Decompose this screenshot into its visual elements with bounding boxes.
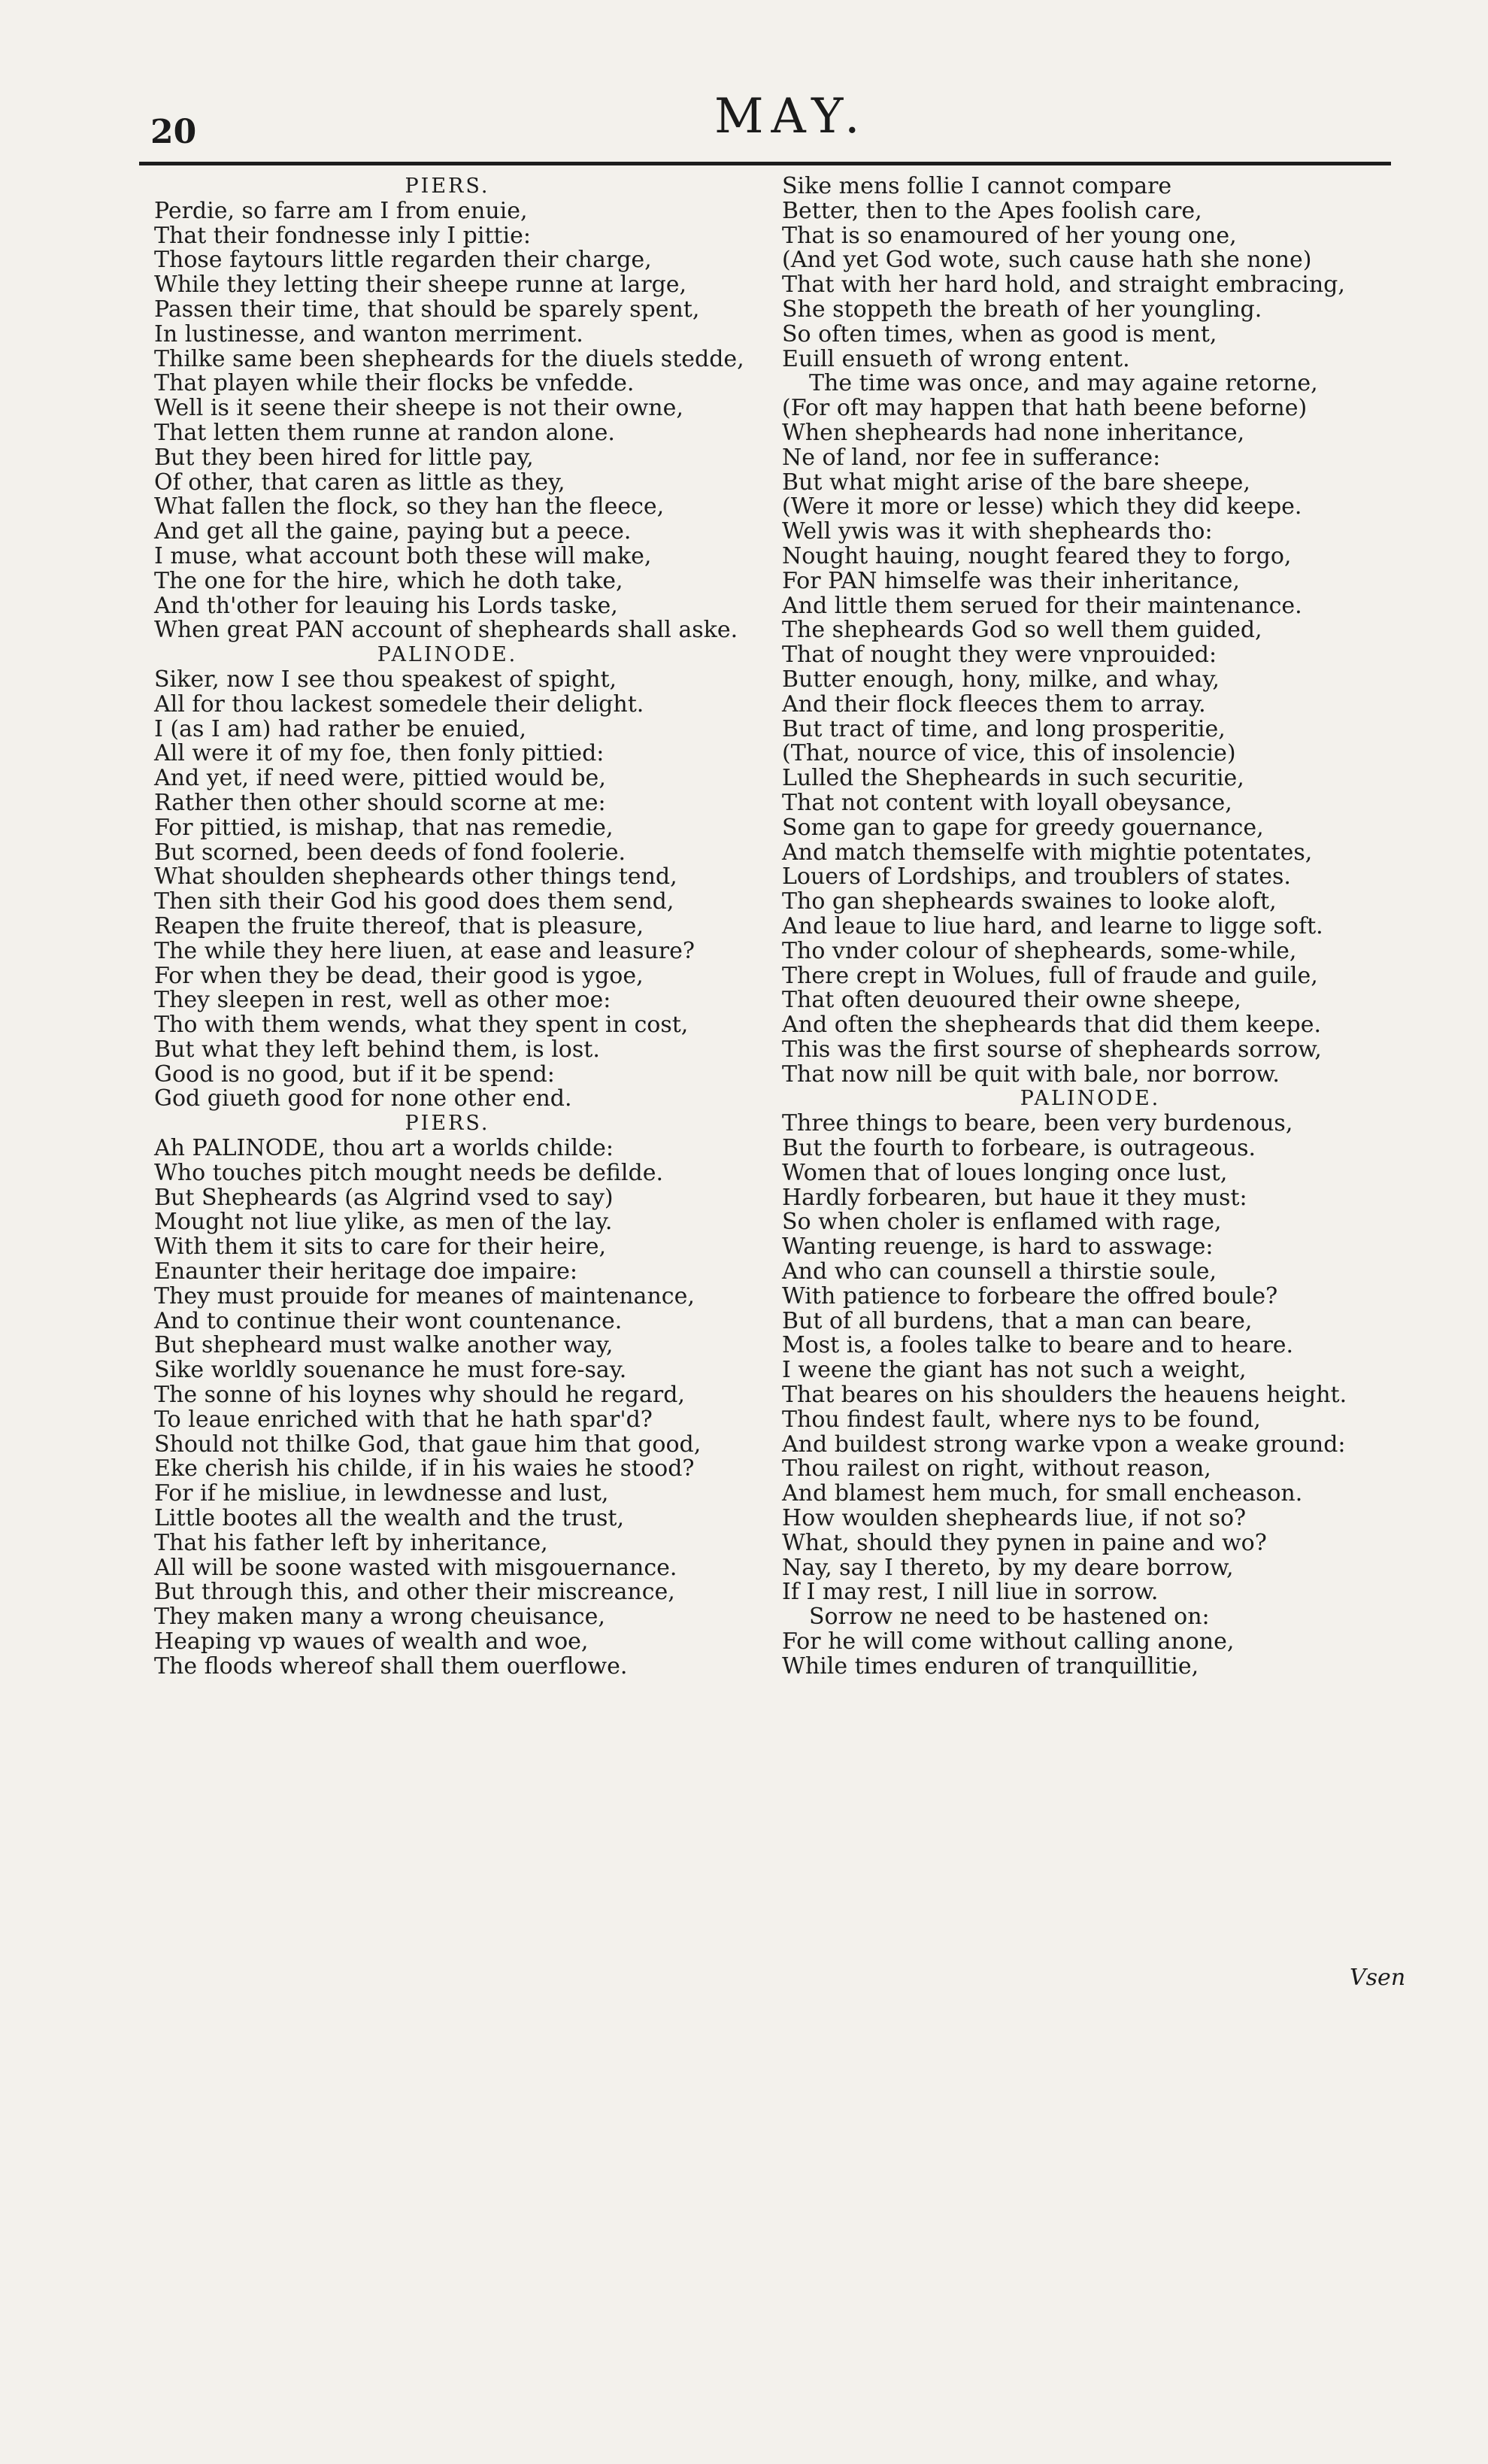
- verse-line: Rather then other should scorne at me:: [154, 789, 606, 816]
- verse-line: Little bootes all the wealth and the trust,: [154, 1505, 625, 1532]
- verse-line: And often the shepheards that did them keepe.: [782, 1012, 1322, 1039]
- verse-line: To leaue enriched with that he hath spar'd?: [154, 1406, 653, 1433]
- verse-line: What, should they pynen in paine and wo?: [782, 1529, 1267, 1556]
- verse-line: All were it of my foe, then fonly pittied:: [154, 740, 605, 767]
- verse-line: That not content with loyall obeysance,: [782, 789, 1232, 816]
- speaker-heading: PALINODE.: [1020, 1087, 1161, 1111]
- verse-line: Thou railest on right, without reason,: [782, 1455, 1211, 1482]
- verse-line: Sorrow ne need to be hastened on:: [809, 1604, 1210, 1631]
- verse-line: The floods whereof shall them ouerflowe.: [154, 1652, 628, 1680]
- verse-line: But through this, and other their miscreance,: [154, 1579, 675, 1606]
- verse-line: That his father left by inheritance,: [154, 1529, 548, 1556]
- verse-line: I weene the giant has not such a weight,: [782, 1357, 1247, 1384]
- verse-line: God giueth good for none other end.: [154, 1085, 572, 1112]
- verse-line: While times enduren of tranquillitie,: [782, 1652, 1199, 1680]
- verse-line: This was the first sourse of shepheards sorrow,: [782, 1036, 1322, 1063]
- speaker-heading: PIERS.: [405, 174, 490, 198]
- speaker-heading: PIERS.: [405, 1112, 490, 1136]
- verse-line: And little them serued for their maintenance.: [782, 592, 1302, 619]
- verse-line: The sonne of his loynes why should he regard,: [154, 1382, 685, 1409]
- verse-line: For PAN himselfe was their inheritance,: [782, 567, 1240, 594]
- verse-line: And yet, if need were, pittied would be,: [154, 765, 606, 792]
- verse-line: The shepheards God so well them guided,: [782, 617, 1262, 644]
- catchword: Vsen: [1350, 1965, 1406, 1991]
- verse-line: Three things to beare, been very burdenous,: [782, 1110, 1293, 1137]
- verse-line: That with her hard hold, and straight embracing,: [782, 272, 1345, 299]
- verse-line: Then sith their God his good does them send,: [154, 888, 674, 915]
- verse-line: The one for the hire, which he doth take,: [154, 567, 623, 594]
- verse-line: With patience to forbeare the offred boule?: [782, 1282, 1278, 1309]
- verse-line: Ne of land, nor fee in sufferance:: [782, 444, 1161, 471]
- verse-line: Sike worldly souenance he must fore-say.: [154, 1357, 627, 1384]
- verse-line: Well ywis was it with shepheards tho:: [782, 518, 1213, 545]
- verse-line: Mought not liue ylike, as men of the lay.: [154, 1209, 613, 1236]
- verse-line: Heaping vp waues of wealth and woe,: [154, 1628, 589, 1655]
- right-column: [782, 174, 1399, 1680]
- verse-line: Butter enough, hony, milke, and whay,: [782, 666, 1220, 693]
- verse-line: And who can counsell a thirstie soule,: [782, 1258, 1217, 1285]
- verse-line: Euill ensueth of wrong entent.: [782, 345, 1130, 372]
- verse-line: And to continue their wont countenance.: [154, 1307, 623, 1334]
- verse-line: So when choler is enflamed with rage,: [782, 1209, 1222, 1236]
- verse-line: Most is, a fooles talke to beare and to heare.: [782, 1332, 1294, 1359]
- verse-line: Nought hauing, nought feared they to forgo,: [782, 542, 1292, 569]
- speaker-heading: PALINODE.: [377, 643, 518, 667]
- verse-line: For when they be dead, their good is ygoe,: [154, 962, 644, 989]
- verse-line: Sike mens follie I cannot compare: [782, 173, 1172, 199]
- verse-line: But they been hired for little pay,: [154, 444, 534, 471]
- verse-line: So often times, when as good is ment,: [782, 320, 1217, 347]
- verse-line: Of other, that caren as little as they,: [154, 469, 565, 496]
- verse-line: That of nought they were vnprouided:: [782, 642, 1217, 669]
- verse-line: That their fondnesse inly I pittie:: [154, 222, 532, 249]
- verse-line: And their flock fleeces them to array.: [782, 690, 1206, 718]
- verse-line: In lustinesse, and wanton merriment.: [154, 320, 583, 347]
- verse-line: But what might arise of the bare sheepe,: [782, 469, 1250, 496]
- verse-line: (That, nource of vice, this of insolencie): [782, 740, 1236, 767]
- verse-line: Lulled the Shepheards in such securitie,: [782, 765, 1244, 792]
- verse-line: That is so enamoured of her young one,: [782, 222, 1237, 249]
- verse-line: And blamest hem much, for small encheason.: [782, 1480, 1303, 1507]
- left-column: [154, 174, 744, 1680]
- verse-line: That playen while their flocks be vnfedde.: [154, 370, 635, 397]
- verse-line: That now nill be quit with bale, nor borrow.: [782, 1061, 1280, 1088]
- verse-line: Nay, say I thereto, by my deare borrow,: [782, 1554, 1234, 1581]
- verse-line: (Were it more or lesse) which they did keepe.: [782, 493, 1302, 520]
- verse-line: And buildest strong warke vpon a weake ground:: [782, 1431, 1346, 1458]
- verse-line: And match themselfe with mightie potentates,: [782, 839, 1313, 866]
- verse-line: But what they left behind them, is lost.: [154, 1036, 600, 1063]
- verse-line: What shoulden shepheards other things tend,: [154, 863, 677, 891]
- verse-line: With them it sits to care for their heire,: [154, 1234, 607, 1261]
- verse-line: Should not thilke God, that gaue him that good,: [154, 1431, 702, 1458]
- page-number: 20: [150, 113, 197, 151]
- verse-line: Reapen the fruite thereof, that is pleasure,: [154, 912, 644, 939]
- verse-line: Wanting reuenge, is hard to asswage:: [782, 1234, 1214, 1261]
- verse-line: I (as I am) had rather be enuied,: [154, 715, 527, 742]
- verse-line: All for thou lackest somedele their delight.: [154, 690, 644, 718]
- verse-line: There crept in Wolues, full of fraude and guile,: [782, 962, 1318, 989]
- verse-line: Ah PALINODE, thou art a worlds childe:: [154, 1135, 614, 1162]
- verse-line: For pittied, is mishap, that nas remedie,: [154, 814, 614, 841]
- verse-line: Some gan to gape for greedy gouernance,: [782, 814, 1264, 841]
- verse-line: All will be soone wasted with misgouernance.: [154, 1554, 677, 1581]
- verse-line: Women that of loues longing once lust,: [782, 1159, 1228, 1186]
- verse-line: For he will come without calling anone,: [782, 1628, 1235, 1655]
- verse-line: And th'other for leauing his Lords taske,: [154, 592, 618, 619]
- verse-line: Thou findest fault, where nys to be found,: [782, 1406, 1261, 1433]
- verse-line: Hardly forbearen, but haue it they must:: [782, 1184, 1247, 1211]
- verse-line: The while they here liuen, at ease and leasure?: [154, 937, 695, 964]
- running-title: MAY.: [714, 89, 868, 144]
- verse-line: That letten them runne at randon alone.: [154, 419, 615, 446]
- verse-line: How woulden shepheards liue, if not so?: [782, 1505, 1247, 1532]
- verse-line: Tho vnder colour of shepheards, some-while,: [782, 937, 1297, 964]
- verse-line: Those faytours little regarden their charge,: [154, 247, 652, 274]
- verse-line: Tho with them wends, what they spent in cost,: [154, 1012, 689, 1039]
- verse-line: While they letting their sheepe runne at large,: [154, 272, 687, 299]
- verse-line: If I may rest, I nill liue in sorrow.: [782, 1579, 1159, 1606]
- verse-line: Thilke same been shepheards for the diuels stedde,: [154, 345, 744, 372]
- verse-line: I muse, what account both these will make,: [154, 542, 652, 569]
- verse-line: They sleepen in rest, well as other moe:: [154, 987, 611, 1014]
- verse-line: Better, then to the Apes foolish care,: [782, 197, 1202, 224]
- verse-line: But shepheard must walke another way,: [154, 1332, 614, 1359]
- verse-line: Perdie, so farre am I from enuie,: [154, 197, 528, 224]
- verse-line: And leaue to liue hard, and learne to ligge soft.: [782, 912, 1323, 939]
- header-rule: [139, 162, 1391, 165]
- verse-line: Who touches pitch mought needs be defilde.: [154, 1159, 663, 1186]
- verse-line: (For oft may happen that hath beene beforne): [782, 395, 1308, 422]
- verse-line: They must prouide for meanes of maintenance,: [154, 1282, 695, 1309]
- verse-line: Eke cherish his childe, if in his waies he stood?: [154, 1455, 695, 1482]
- verse-line: Tho gan shepheards swaines to looke aloft,: [782, 888, 1277, 915]
- verse-line: They maken many a wrong cheuisance,: [154, 1604, 605, 1631]
- verse-line: Siker, now I see thou speakest of spight,: [154, 666, 617, 693]
- verse-line: That often deuoured their owne sheepe,: [782, 987, 1241, 1014]
- verse-line: But Shepheards (as Algrind vsed to say): [154, 1184, 614, 1211]
- verse-line: Passen their time, that should be sparely spent,: [154, 296, 700, 323]
- verse-line: Good is no good, but if it be spend:: [154, 1061, 555, 1088]
- verse-line: When shepheards had none inheritance,: [782, 419, 1245, 446]
- verse-line: The time was once, and may againe retorne,: [809, 370, 1318, 397]
- verse-line: But the fourth to forbeare, is outrageous.: [782, 1135, 1256, 1162]
- verse-line: But scorned, been deeds of fond foolerie.: [154, 839, 626, 866]
- verse-line: Enaunter their heritage doe impaire:: [154, 1258, 577, 1285]
- verse-line: (And yet God wote, such cause hath she none): [782, 247, 1312, 274]
- verse-line: And get all the gaine, paying but a peece.: [154, 518, 632, 545]
- verse-line: When great PAN account of shepheards shall aske.: [154, 617, 738, 644]
- verse-line: But of all burdens, that a man can beare,: [782, 1307, 1253, 1334]
- verse-line: She stoppeth the breath of her youngling.: [782, 296, 1262, 323]
- verse-line: But tract of time, and long prosperitie,: [782, 715, 1226, 742]
- verse-line: Louers of Lordships, and troublers of states.: [782, 863, 1291, 891]
- verse-line: That beares on his shoulders the heauens height.: [782, 1382, 1347, 1409]
- verse-line: What fallen the flock, so they han the fleece,: [154, 493, 665, 520]
- verse-line: Well is it seene their sheepe is not their owne,: [154, 395, 683, 422]
- verse-line: For if he misliue, in lewdnesse and lust,: [154, 1480, 609, 1507]
